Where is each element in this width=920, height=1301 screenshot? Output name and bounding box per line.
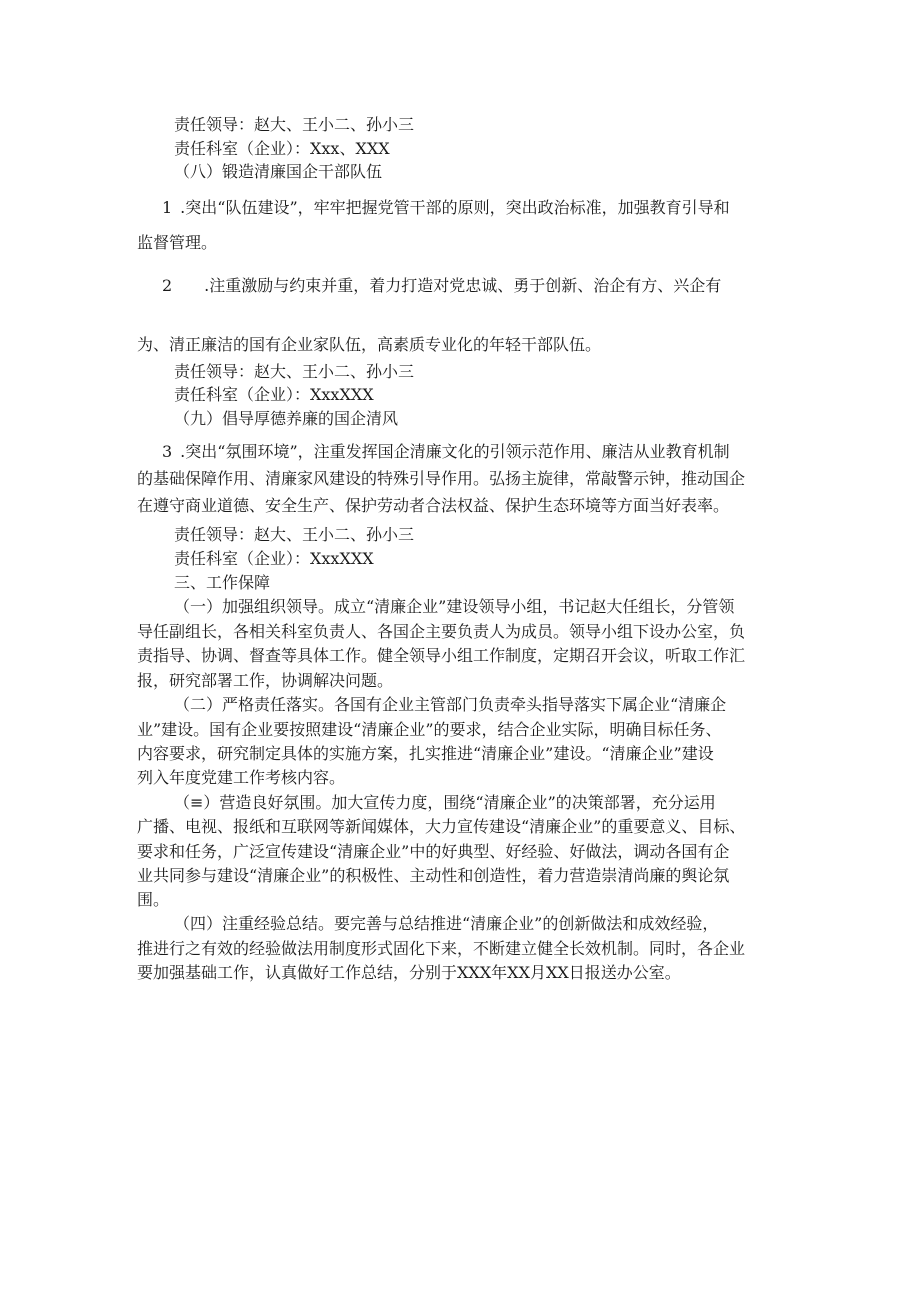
paragraph-line: （一）加强组织领导。成立“清廉企业”建设领导小组，书记赵大任组长，分管领: [174, 597, 735, 616]
chapter-heading: 三、工作保障: [174, 573, 271, 592]
responsible-office-line: 责任科室（企业）：XxxXXX: [174, 549, 374, 568]
paragraph-line: 列入年度党建工作考核内容。: [137, 768, 346, 787]
paragraph-line: 推进行之有效的经验做法用制度形式固化下来，不断建立健全长效机制。同时，各企业: [137, 939, 746, 958]
paragraph-line: 围。: [137, 890, 170, 909]
paragraph-line: 导任副组长，各相关科室负责人、各国企主要负责人为成员。领导小组下设办公室，负: [137, 622, 746, 641]
paragraph-line: （四）注重经验总结。要完善与总结推进“清廉企业”的创新做法和成效经验，: [174, 914, 719, 933]
paragraph-line: 报，研究部署工作，协调解决问题。: [137, 671, 394, 690]
responsible-leader-line: 责任领导：赵大、王小二、孙小三: [174, 115, 415, 134]
responsible-office-line: 责任科室（企业）：XxxXXX: [174, 385, 374, 404]
paragraph-line: 业共同参与建设“清廉企业”的积极性、主动性和创造性，着力营造崇清尚廉的舆论氛: [137, 866, 730, 885]
paragraph-line: 的基础保障作用、清廉家风建设的特殊引导作用。弘扬主旋律，常敲警示钟，推动国企: [137, 469, 746, 488]
numbered-item: 3 .突出“氛围环境”，注重发挥国企清廉文化的引领示范作用、廉洁从业教育机制: [162, 442, 730, 461]
paragraph-line: 要求和任务，广泛宣传建设“清廉企业”中的好典型、好经验、好做法，调动各国有企: [137, 842, 730, 861]
paragraph-line: 内容要求，研究制定具体的实施方案，扎实推进“清廉企业”建设。“清廉企业”建设: [137, 744, 714, 763]
paragraph-line: 要加强基础工作，认真做好工作总结，分别于XXX年XX月XX日报送办公室。: [137, 963, 681, 982]
responsible-leader-line: 责任领导：赵大、王小二、孙小三: [174, 525, 415, 544]
responsible-office-line: 责任科室（企业）：Xxx、XXX: [174, 139, 390, 158]
paragraph-line: 监督管理。: [137, 233, 218, 252]
numbered-item: 1 .突出“队伍建设”，牢牢把握党管干部的原则，突出政治标准，加强教育引导和: [162, 198, 730, 217]
paragraph-line: 在遵守商业道德、安全生产、保护劳动者合法权益、保护生态环境等方面当好表率。: [137, 496, 730, 515]
paragraph-line: 责指导、协调、督查等具体工作。健全领导小组工作制度，定期召开会议，听取工作汇: [137, 646, 746, 665]
section-heading: （八）锻造清廉国企干部队伍: [174, 162, 383, 181]
section-heading: （九）倡导厚德养廉的国企清风: [174, 409, 399, 428]
paragraph-line: 业”建设。国有企业要按照建设“清廉企业”的要求，结合企业实际，明确目标任务、: [137, 720, 722, 739]
responsible-leader-line: 责任领导：赵大、王小二、孙小三: [174, 362, 415, 381]
paragraph-line: （≡）营造良好氛围。加大宣传力度，围绕“清廉企业”的决策部署，充分运用: [174, 793, 716, 812]
paragraph-line: 为、清正廉洁的国有企业家队伍，高素质专业化的年轻干部队伍。: [137, 335, 602, 354]
paragraph-line: 广播、电视、报纸和互联网等新闻媒体，大力宣传建设“清廉企业”的重要意义、目标、: [137, 817, 746, 836]
numbered-item: 2 .注重激励与约束并重，着力打造对党忠诚、勇于创新、治企有方、兴企有: [162, 276, 722, 295]
paragraph-line: （二）严格责任落实。各国有企业主管部门负责牵头指导落实下属企业“清廉企: [174, 695, 727, 714]
